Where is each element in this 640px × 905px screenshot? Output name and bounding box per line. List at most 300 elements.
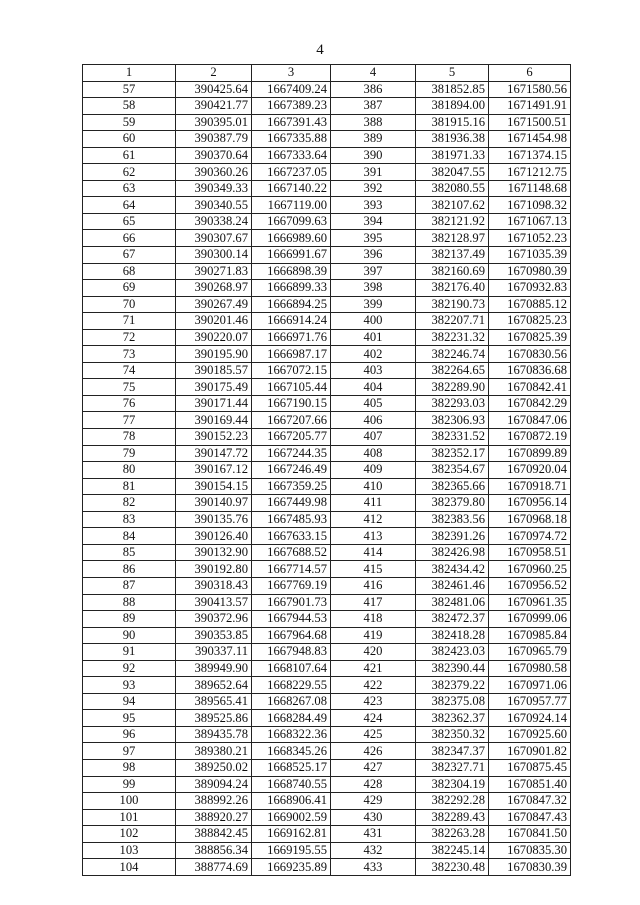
x-coordinate-cell: 382461.46 bbox=[416, 577, 489, 594]
y-coordinate-cell: 1671500.51 bbox=[489, 114, 571, 131]
y-coordinate-cell: 1668229.55 bbox=[252, 677, 331, 694]
y-coordinate-cell: 1670842.29 bbox=[489, 395, 571, 412]
x-coordinate-cell: 382352.17 bbox=[416, 445, 489, 462]
table-row bbox=[83, 379, 571, 396]
x-coordinate-cell: 382245.14 bbox=[416, 842, 489, 859]
y-coordinate-cell: 1670956.52 bbox=[489, 577, 571, 594]
y-coordinate-cell: 1670961.35 bbox=[489, 594, 571, 611]
x-coordinate-cell: 390425.64 bbox=[176, 81, 252, 98]
y-coordinate-cell: 1667409.24 bbox=[252, 81, 331, 98]
point-number-cell: 392 bbox=[331, 180, 416, 197]
y-coordinate-cell: 1668284.49 bbox=[252, 710, 331, 727]
table-row bbox=[83, 213, 571, 230]
table-row bbox=[83, 362, 571, 379]
point-number-cell: 401 bbox=[331, 329, 416, 346]
x-coordinate-cell: 389250.02 bbox=[176, 759, 252, 776]
x-coordinate-cell: 389525.86 bbox=[176, 710, 252, 727]
y-coordinate-cell: 1671454.98 bbox=[489, 131, 571, 148]
x-coordinate-cell: 382347.37 bbox=[416, 743, 489, 760]
x-coordinate-cell: 390370.64 bbox=[176, 147, 252, 164]
y-coordinate-cell: 1670956.14 bbox=[489, 495, 571, 512]
table-row bbox=[83, 412, 571, 429]
point-number-cell: 71 bbox=[83, 313, 176, 330]
x-coordinate-cell: 390126.40 bbox=[176, 528, 252, 545]
table-row bbox=[83, 759, 571, 776]
point-number-cell: 397 bbox=[331, 263, 416, 280]
x-coordinate-cell: 382390.44 bbox=[416, 660, 489, 677]
point-number-cell: 94 bbox=[83, 693, 176, 710]
y-coordinate-cell: 1670899.89 bbox=[489, 445, 571, 462]
x-coordinate-cell: 390154.15 bbox=[176, 478, 252, 495]
point-number-cell: 433 bbox=[331, 859, 416, 876]
point-number-cell: 432 bbox=[331, 842, 416, 859]
x-coordinate-cell: 382289.43 bbox=[416, 809, 489, 826]
column-header: 1 bbox=[83, 65, 176, 82]
point-number-cell: 76 bbox=[83, 395, 176, 412]
table-row bbox=[83, 528, 571, 545]
point-number-cell: 426 bbox=[331, 743, 416, 760]
table-row bbox=[83, 809, 571, 826]
x-coordinate-cell: 388842.45 bbox=[176, 826, 252, 843]
table-row bbox=[83, 296, 571, 313]
table-row bbox=[83, 842, 571, 859]
table-row bbox=[83, 511, 571, 528]
table-row bbox=[83, 313, 571, 330]
y-coordinate-cell: 1670901.82 bbox=[489, 743, 571, 760]
x-coordinate-cell: 382230.48 bbox=[416, 859, 489, 876]
y-coordinate-cell: 1667244.35 bbox=[252, 445, 331, 462]
table-row bbox=[83, 693, 571, 710]
x-coordinate-cell: 390300.14 bbox=[176, 247, 252, 264]
x-coordinate-cell: 390421.77 bbox=[176, 98, 252, 115]
point-number-cell: 82 bbox=[83, 495, 176, 512]
table-row bbox=[83, 230, 571, 247]
y-coordinate-cell: 1667246.49 bbox=[252, 462, 331, 479]
y-coordinate-cell: 1666898.39 bbox=[252, 263, 331, 280]
table-row bbox=[83, 180, 571, 197]
y-coordinate-cell: 1666894.25 bbox=[252, 296, 331, 313]
table-row bbox=[83, 859, 571, 876]
x-coordinate-cell: 382231.32 bbox=[416, 329, 489, 346]
table-row bbox=[83, 743, 571, 760]
point-number-cell: 74 bbox=[83, 362, 176, 379]
point-number-cell: 404 bbox=[331, 379, 416, 396]
y-coordinate-cell: 1666987.17 bbox=[252, 346, 331, 363]
x-coordinate-cell: 382481.06 bbox=[416, 594, 489, 611]
point-number-cell: 431 bbox=[331, 826, 416, 843]
point-number-cell: 100 bbox=[83, 793, 176, 810]
y-coordinate-cell: 1670999.06 bbox=[489, 611, 571, 628]
y-coordinate-cell: 1671035.39 bbox=[489, 247, 571, 264]
point-number-cell: 402 bbox=[331, 346, 416, 363]
x-coordinate-cell: 382383.56 bbox=[416, 511, 489, 528]
y-coordinate-cell: 1670925.60 bbox=[489, 726, 571, 743]
y-coordinate-cell: 1667099.63 bbox=[252, 213, 331, 230]
y-coordinate-cell: 1670885.12 bbox=[489, 296, 571, 313]
x-coordinate-cell: 382391.26 bbox=[416, 528, 489, 545]
y-coordinate-cell: 1670974.72 bbox=[489, 528, 571, 545]
y-coordinate-cell: 1671052.23 bbox=[489, 230, 571, 247]
x-coordinate-cell: 389380.21 bbox=[176, 743, 252, 760]
x-coordinate-cell: 382423.03 bbox=[416, 644, 489, 661]
x-coordinate-cell: 382362.37 bbox=[416, 710, 489, 727]
point-number-cell: 81 bbox=[83, 478, 176, 495]
y-coordinate-cell: 1670985.84 bbox=[489, 627, 571, 644]
point-number-cell: 395 bbox=[331, 230, 416, 247]
point-number-cell: 424 bbox=[331, 710, 416, 727]
table-row bbox=[83, 395, 571, 412]
x-coordinate-cell: 382107.62 bbox=[416, 197, 489, 214]
point-number-cell: 412 bbox=[331, 511, 416, 528]
y-coordinate-cell: 1670957.77 bbox=[489, 693, 571, 710]
point-number-cell: 87 bbox=[83, 577, 176, 594]
y-coordinate-cell: 1670842.41 bbox=[489, 379, 571, 396]
y-coordinate-cell: 1667140.22 bbox=[252, 180, 331, 197]
point-number-cell: 61 bbox=[83, 147, 176, 164]
table-row bbox=[83, 280, 571, 297]
point-number-cell: 95 bbox=[83, 710, 176, 727]
x-coordinate-cell: 390337.11 bbox=[176, 644, 252, 661]
x-coordinate-cell: 382047.55 bbox=[416, 164, 489, 181]
y-coordinate-cell: 1667335.88 bbox=[252, 131, 331, 148]
table-row bbox=[83, 445, 571, 462]
point-number-cell: 63 bbox=[83, 180, 176, 197]
x-coordinate-cell: 382304.19 bbox=[416, 776, 489, 793]
point-number-cell: 62 bbox=[83, 164, 176, 181]
y-coordinate-cell: 1670847.43 bbox=[489, 809, 571, 826]
x-coordinate-cell: 382121.92 bbox=[416, 213, 489, 230]
point-number-cell: 77 bbox=[83, 412, 176, 429]
point-number-cell: 66 bbox=[83, 230, 176, 247]
point-number-cell: 70 bbox=[83, 296, 176, 313]
x-coordinate-cell: 382418.28 bbox=[416, 627, 489, 644]
column-header: 3 bbox=[252, 65, 331, 82]
x-coordinate-cell: 390395.01 bbox=[176, 114, 252, 131]
table-row bbox=[83, 677, 571, 694]
point-number-cell: 427 bbox=[331, 759, 416, 776]
x-coordinate-cell: 390267.49 bbox=[176, 296, 252, 313]
x-coordinate-cell: 381852.85 bbox=[416, 81, 489, 98]
y-coordinate-cell: 1670924.14 bbox=[489, 710, 571, 727]
point-number-cell: 425 bbox=[331, 726, 416, 743]
point-number-cell: 58 bbox=[83, 98, 176, 115]
x-coordinate-cell: 390307.67 bbox=[176, 230, 252, 247]
column-header: 5 bbox=[416, 65, 489, 82]
point-number-cell: 421 bbox=[331, 660, 416, 677]
point-number-cell: 99 bbox=[83, 776, 176, 793]
y-coordinate-cell: 1667105.44 bbox=[252, 379, 331, 396]
y-coordinate-cell: 1667119.00 bbox=[252, 197, 331, 214]
point-number-cell: 389 bbox=[331, 131, 416, 148]
point-number-cell: 398 bbox=[331, 280, 416, 297]
point-number-cell: 93 bbox=[83, 677, 176, 694]
point-number-cell: 102 bbox=[83, 826, 176, 843]
x-coordinate-cell: 389652.64 bbox=[176, 677, 252, 694]
point-number-cell: 97 bbox=[83, 743, 176, 760]
y-coordinate-cell: 1670841.50 bbox=[489, 826, 571, 843]
table-row bbox=[83, 147, 571, 164]
x-coordinate-cell: 382434.42 bbox=[416, 561, 489, 578]
x-coordinate-cell: 390318.43 bbox=[176, 577, 252, 594]
y-coordinate-cell: 1667449.98 bbox=[252, 495, 331, 512]
point-number-cell: 83 bbox=[83, 511, 176, 528]
point-number-cell: 59 bbox=[83, 114, 176, 131]
point-number-cell: 428 bbox=[331, 776, 416, 793]
y-coordinate-cell: 1669002.59 bbox=[252, 809, 331, 826]
y-coordinate-cell: 1670980.39 bbox=[489, 263, 571, 280]
point-number-cell: 387 bbox=[331, 98, 416, 115]
y-coordinate-cell: 1671491.91 bbox=[489, 98, 571, 115]
table-row bbox=[83, 627, 571, 644]
table-row bbox=[83, 98, 571, 115]
point-number-cell: 388 bbox=[331, 114, 416, 131]
x-coordinate-cell: 389565.41 bbox=[176, 693, 252, 710]
table-row bbox=[83, 263, 571, 280]
column-header: 6 bbox=[489, 65, 571, 82]
x-coordinate-cell: 390220.07 bbox=[176, 329, 252, 346]
y-coordinate-cell: 1668345.26 bbox=[252, 743, 331, 760]
y-coordinate-cell: 1670825.39 bbox=[489, 329, 571, 346]
y-coordinate-cell: 1667485.93 bbox=[252, 511, 331, 528]
x-coordinate-cell: 382289.90 bbox=[416, 379, 489, 396]
point-number-cell: 416 bbox=[331, 577, 416, 594]
y-coordinate-cell: 1671067.13 bbox=[489, 213, 571, 230]
point-number-cell: 86 bbox=[83, 561, 176, 578]
x-coordinate-cell: 390152.23 bbox=[176, 429, 252, 446]
x-coordinate-cell: 382331.52 bbox=[416, 429, 489, 446]
y-coordinate-cell: 1668322.36 bbox=[252, 726, 331, 743]
column-header: 4 bbox=[331, 65, 416, 82]
x-coordinate-cell: 390169.44 bbox=[176, 412, 252, 429]
point-number-cell: 103 bbox=[83, 842, 176, 859]
y-coordinate-cell: 1670918.71 bbox=[489, 478, 571, 495]
x-coordinate-cell: 382293.03 bbox=[416, 395, 489, 412]
y-coordinate-cell: 1670875.45 bbox=[489, 759, 571, 776]
y-coordinate-cell: 1670932.83 bbox=[489, 280, 571, 297]
point-number-cell: 78 bbox=[83, 429, 176, 446]
y-coordinate-cell: 1666971.76 bbox=[252, 329, 331, 346]
point-number-cell: 409 bbox=[331, 462, 416, 479]
x-coordinate-cell: 382426.98 bbox=[416, 544, 489, 561]
x-coordinate-cell: 382379.22 bbox=[416, 677, 489, 694]
x-coordinate-cell: 382246.74 bbox=[416, 346, 489, 363]
y-coordinate-cell: 1667944.53 bbox=[252, 611, 331, 628]
point-number-cell: 430 bbox=[331, 809, 416, 826]
y-coordinate-cell: 1668107.64 bbox=[252, 660, 331, 677]
x-coordinate-cell: 382160.69 bbox=[416, 263, 489, 280]
x-coordinate-cell: 390195.90 bbox=[176, 346, 252, 363]
table-row bbox=[83, 478, 571, 495]
point-number-cell: 391 bbox=[331, 164, 416, 181]
point-number-cell: 104 bbox=[83, 859, 176, 876]
y-coordinate-cell: 1667207.66 bbox=[252, 412, 331, 429]
x-coordinate-cell: 390372.96 bbox=[176, 611, 252, 628]
y-coordinate-cell: 1670965.79 bbox=[489, 644, 571, 661]
y-coordinate-cell: 1666899.33 bbox=[252, 280, 331, 297]
y-coordinate-cell: 1670830.39 bbox=[489, 859, 571, 876]
x-coordinate-cell: 390387.79 bbox=[176, 131, 252, 148]
point-number-cell: 396 bbox=[331, 247, 416, 264]
y-coordinate-cell: 1670847.06 bbox=[489, 412, 571, 429]
x-coordinate-cell: 390349.33 bbox=[176, 180, 252, 197]
y-coordinate-cell: 1666991.67 bbox=[252, 247, 331, 264]
table-row bbox=[83, 660, 571, 677]
point-number-cell: 79 bbox=[83, 445, 176, 462]
x-coordinate-cell: 382350.32 bbox=[416, 726, 489, 743]
point-number-cell: 64 bbox=[83, 197, 176, 214]
y-coordinate-cell: 1668740.55 bbox=[252, 776, 331, 793]
x-coordinate-cell: 382263.28 bbox=[416, 826, 489, 843]
table-row bbox=[83, 114, 571, 131]
table-row bbox=[83, 826, 571, 843]
table-row bbox=[83, 793, 571, 810]
point-number-cell: 84 bbox=[83, 528, 176, 545]
x-coordinate-cell: 390167.12 bbox=[176, 462, 252, 479]
point-number-cell: 72 bbox=[83, 329, 176, 346]
x-coordinate-cell: 389094.24 bbox=[176, 776, 252, 793]
point-number-cell: 91 bbox=[83, 644, 176, 661]
x-coordinate-cell: 388992.26 bbox=[176, 793, 252, 810]
y-coordinate-cell: 1667391.43 bbox=[252, 114, 331, 131]
y-coordinate-cell: 1667190.15 bbox=[252, 395, 331, 412]
x-coordinate-cell: 382354.67 bbox=[416, 462, 489, 479]
point-number-cell: 98 bbox=[83, 759, 176, 776]
y-coordinate-cell: 1667633.15 bbox=[252, 528, 331, 545]
x-coordinate-cell: 382375.08 bbox=[416, 693, 489, 710]
table-row bbox=[83, 594, 571, 611]
point-number-cell: 67 bbox=[83, 247, 176, 264]
x-coordinate-cell: 390175.49 bbox=[176, 379, 252, 396]
x-coordinate-cell: 390185.57 bbox=[176, 362, 252, 379]
point-number-cell: 394 bbox=[331, 213, 416, 230]
point-number-cell: 85 bbox=[83, 544, 176, 561]
y-coordinate-cell: 1667901.73 bbox=[252, 594, 331, 611]
point-number-cell: 407 bbox=[331, 429, 416, 446]
point-number-cell: 96 bbox=[83, 726, 176, 743]
point-number-cell: 415 bbox=[331, 561, 416, 578]
x-coordinate-cell: 390192.80 bbox=[176, 561, 252, 578]
point-number-cell: 411 bbox=[331, 495, 416, 512]
point-number-cell: 80 bbox=[83, 462, 176, 479]
x-coordinate-cell: 390413.57 bbox=[176, 594, 252, 611]
x-coordinate-cell: 390132.90 bbox=[176, 544, 252, 561]
point-number-cell: 65 bbox=[83, 213, 176, 230]
x-coordinate-cell: 382306.93 bbox=[416, 412, 489, 429]
x-coordinate-cell: 382472.37 bbox=[416, 611, 489, 628]
x-coordinate-cell: 382207.71 bbox=[416, 313, 489, 330]
y-coordinate-cell: 1667769.19 bbox=[252, 577, 331, 594]
point-number-cell: 60 bbox=[83, 131, 176, 148]
x-coordinate-cell: 388774.69 bbox=[176, 859, 252, 876]
coordinates-table bbox=[82, 64, 571, 876]
point-number-cell: 69 bbox=[83, 280, 176, 297]
y-coordinate-cell: 1670980.58 bbox=[489, 660, 571, 677]
table-row bbox=[83, 710, 571, 727]
y-coordinate-cell: 1667237.05 bbox=[252, 164, 331, 181]
y-coordinate-cell: 1669162.81 bbox=[252, 826, 331, 843]
x-coordinate-cell: 390147.72 bbox=[176, 445, 252, 462]
table-row bbox=[83, 164, 571, 181]
table-row bbox=[83, 197, 571, 214]
x-coordinate-cell: 381936.38 bbox=[416, 131, 489, 148]
point-number-cell: 101 bbox=[83, 809, 176, 826]
y-coordinate-cell: 1668267.08 bbox=[252, 693, 331, 710]
y-coordinate-cell: 1668525.17 bbox=[252, 759, 331, 776]
x-coordinate-cell: 382190.73 bbox=[416, 296, 489, 313]
y-coordinate-cell: 1671374.15 bbox=[489, 147, 571, 164]
point-number-cell: 423 bbox=[331, 693, 416, 710]
y-coordinate-cell: 1667948.83 bbox=[252, 644, 331, 661]
y-coordinate-cell: 1670851.40 bbox=[489, 776, 571, 793]
x-coordinate-cell: 388920.27 bbox=[176, 809, 252, 826]
point-number-cell: 414 bbox=[331, 544, 416, 561]
point-number-cell: 386 bbox=[331, 81, 416, 98]
point-number-cell: 57 bbox=[83, 81, 176, 98]
x-coordinate-cell: 382365.66 bbox=[416, 478, 489, 495]
table-row bbox=[83, 429, 571, 446]
point-number-cell: 419 bbox=[331, 627, 416, 644]
y-coordinate-cell: 1667072.15 bbox=[252, 362, 331, 379]
table-row bbox=[83, 561, 571, 578]
table-header-row bbox=[83, 65, 571, 82]
y-coordinate-cell: 1667688.52 bbox=[252, 544, 331, 561]
x-coordinate-cell: 389435.78 bbox=[176, 726, 252, 743]
point-number-cell: 75 bbox=[83, 379, 176, 396]
y-coordinate-cell: 1668906.41 bbox=[252, 793, 331, 810]
x-coordinate-cell: 390353.85 bbox=[176, 627, 252, 644]
y-coordinate-cell: 1667205.77 bbox=[252, 429, 331, 446]
x-coordinate-cell: 382176.40 bbox=[416, 280, 489, 297]
x-coordinate-cell: 390171.44 bbox=[176, 395, 252, 412]
point-number-cell: 410 bbox=[331, 478, 416, 495]
point-number-cell: 88 bbox=[83, 594, 176, 611]
point-number-cell: 429 bbox=[331, 793, 416, 810]
table-row bbox=[83, 776, 571, 793]
x-coordinate-cell: 381915.16 bbox=[416, 114, 489, 131]
x-coordinate-cell: 382292.28 bbox=[416, 793, 489, 810]
x-coordinate-cell: 390268.97 bbox=[176, 280, 252, 297]
point-number-cell: 92 bbox=[83, 660, 176, 677]
point-number-cell: 400 bbox=[331, 313, 416, 330]
point-number-cell: 68 bbox=[83, 263, 176, 280]
table-row bbox=[83, 495, 571, 512]
point-number-cell: 408 bbox=[331, 445, 416, 462]
table-row bbox=[83, 544, 571, 561]
x-coordinate-cell: 381971.33 bbox=[416, 147, 489, 164]
y-coordinate-cell: 1671212.75 bbox=[489, 164, 571, 181]
point-number-cell: 73 bbox=[83, 346, 176, 363]
y-coordinate-cell: 1670825.23 bbox=[489, 313, 571, 330]
y-coordinate-cell: 1666914.24 bbox=[252, 313, 331, 330]
y-coordinate-cell: 1667964.68 bbox=[252, 627, 331, 644]
x-coordinate-cell: 389949.90 bbox=[176, 660, 252, 677]
table-row bbox=[83, 329, 571, 346]
y-coordinate-cell: 1666989.60 bbox=[252, 230, 331, 247]
point-number-cell: 405 bbox=[331, 395, 416, 412]
y-coordinate-cell: 1671580.56 bbox=[489, 81, 571, 98]
table-row bbox=[83, 726, 571, 743]
table-row bbox=[83, 462, 571, 479]
x-coordinate-cell: 390338.24 bbox=[176, 213, 252, 230]
point-number-cell: 393 bbox=[331, 197, 416, 214]
table-row bbox=[83, 346, 571, 363]
point-number-cell: 420 bbox=[331, 644, 416, 661]
table-row bbox=[83, 131, 571, 148]
y-coordinate-cell: 1667359.25 bbox=[252, 478, 331, 495]
point-number-cell: 406 bbox=[331, 412, 416, 429]
y-coordinate-cell: 1670968.18 bbox=[489, 511, 571, 528]
point-number-cell: 418 bbox=[331, 611, 416, 628]
